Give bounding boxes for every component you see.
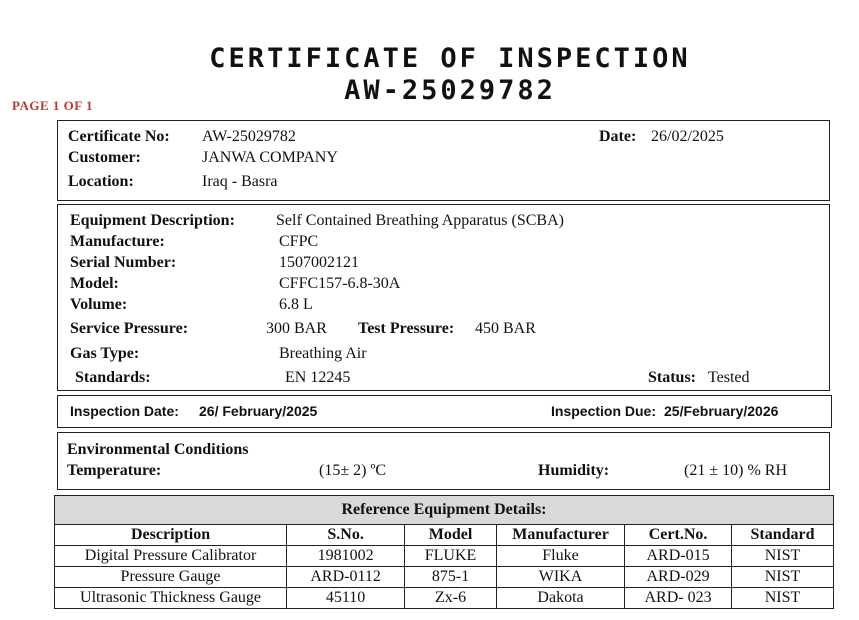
table-cell: Pressure Gauge bbox=[55, 567, 287, 588]
temperature-value: (15± 2) ºC bbox=[319, 462, 387, 479]
column-header: Model bbox=[405, 525, 497, 546]
table-cell: ARD-029 bbox=[625, 567, 732, 588]
reference-heading: Reference Equipment Details: bbox=[55, 496, 834, 525]
table-row bbox=[55, 546, 834, 567]
table-cell: ARD-015 bbox=[625, 546, 732, 567]
date-label: Date: bbox=[599, 128, 637, 145]
table-cell: 1981002 bbox=[287, 546, 405, 567]
model-label: Model: bbox=[70, 275, 119, 292]
serial-number-value: 1507002121 bbox=[279, 254, 359, 271]
table-row bbox=[55, 567, 834, 588]
column-header: Cert.No. bbox=[625, 525, 732, 546]
equipment-box bbox=[57, 204, 830, 391]
certificate-title: CERTIFICATE OF INSPECTION bbox=[209, 43, 691, 74]
table-cell: Zx-6 bbox=[405, 588, 497, 609]
inspection-due-label: Inspection Due: bbox=[551, 403, 657, 419]
table-cell: FLUKE bbox=[405, 546, 497, 567]
test-pressure-value: 450 BAR bbox=[475, 320, 536, 337]
humidity-label: Humidity: bbox=[538, 462, 610, 479]
date-value: 26/02/2025 bbox=[651, 128, 724, 145]
inspection-due-value: 25/February/2026 bbox=[664, 403, 779, 419]
table-cell: ARD-0112 bbox=[287, 567, 405, 588]
table-cell: Dakota bbox=[496, 588, 624, 609]
service-pressure-value: 300 BAR bbox=[266, 320, 327, 337]
column-header: S.No. bbox=[287, 525, 405, 546]
location-value: Iraq - Basra bbox=[202, 173, 278, 190]
service-pressure-label: Service Pressure: bbox=[70, 320, 189, 337]
cert-no-value: AW-25029782 bbox=[202, 128, 296, 145]
table-cell: NIST bbox=[732, 546, 834, 567]
status-label: Status: bbox=[648, 369, 697, 386]
customer-label: Customer: bbox=[68, 149, 141, 166]
certificate-number-title: AW-25029782 bbox=[344, 75, 556, 106]
table-cell: ARD- 023 bbox=[625, 588, 732, 609]
volume-label: Volume: bbox=[70, 296, 128, 313]
table-cell: Digital Pressure Calibrator bbox=[55, 546, 287, 567]
status-value: Tested bbox=[708, 369, 750, 386]
table-cell: Fluke bbox=[496, 546, 624, 567]
equipment-description-value: Self Contained Breathing Apparatus (SCBA) bbox=[276, 212, 564, 229]
standards-label: Standards: bbox=[75, 369, 151, 386]
table-cell: Ultrasonic Thickness Gauge bbox=[55, 588, 287, 609]
cert-no-label: Certificate No: bbox=[68, 128, 170, 145]
model-value: CFFC157-6.8-30A bbox=[279, 275, 401, 292]
serial-number-label: Serial Number: bbox=[70, 254, 177, 271]
table-row bbox=[55, 588, 834, 609]
volume-value: 6.8 L bbox=[279, 296, 313, 313]
column-header: Standard bbox=[732, 525, 834, 546]
location-label: Location: bbox=[68, 173, 134, 190]
gas-type-value: Breathing Air bbox=[279, 345, 367, 362]
table-header-row bbox=[55, 525, 834, 546]
inspection-date-label: Inspection Date: bbox=[70, 403, 179, 419]
manufacture-value: CFPC bbox=[279, 233, 319, 250]
reference-equipment-table bbox=[54, 495, 834, 609]
column-header: Description bbox=[55, 525, 287, 546]
humidity-value: (21 ± 10) % RH bbox=[684, 462, 787, 479]
test-pressure-label: Test Pressure: bbox=[358, 320, 455, 337]
table-cell: NIST bbox=[732, 588, 834, 609]
table-cell: 45110 bbox=[287, 588, 405, 609]
page-indicator: PAGE 1 OF 1 bbox=[12, 98, 93, 113]
temperature-label: Temperature: bbox=[67, 462, 162, 479]
column-header: Manufacturer bbox=[496, 525, 624, 546]
equipment-description-label: Equipment Description: bbox=[70, 212, 235, 229]
table-cell: 875-1 bbox=[405, 567, 497, 588]
gas-type-label: Gas Type: bbox=[70, 345, 140, 362]
table-cell: WIKA bbox=[496, 567, 624, 588]
manufacture-label: Manufacture: bbox=[70, 233, 165, 250]
table-cell: NIST bbox=[732, 567, 834, 588]
environment-heading: Environmental Conditions bbox=[67, 441, 249, 458]
standards-value: EN 12245 bbox=[285, 369, 351, 386]
customer-value: JANWA COMPANY bbox=[202, 149, 338, 166]
inspection-date-value: 26/ February/2025 bbox=[199, 403, 318, 419]
